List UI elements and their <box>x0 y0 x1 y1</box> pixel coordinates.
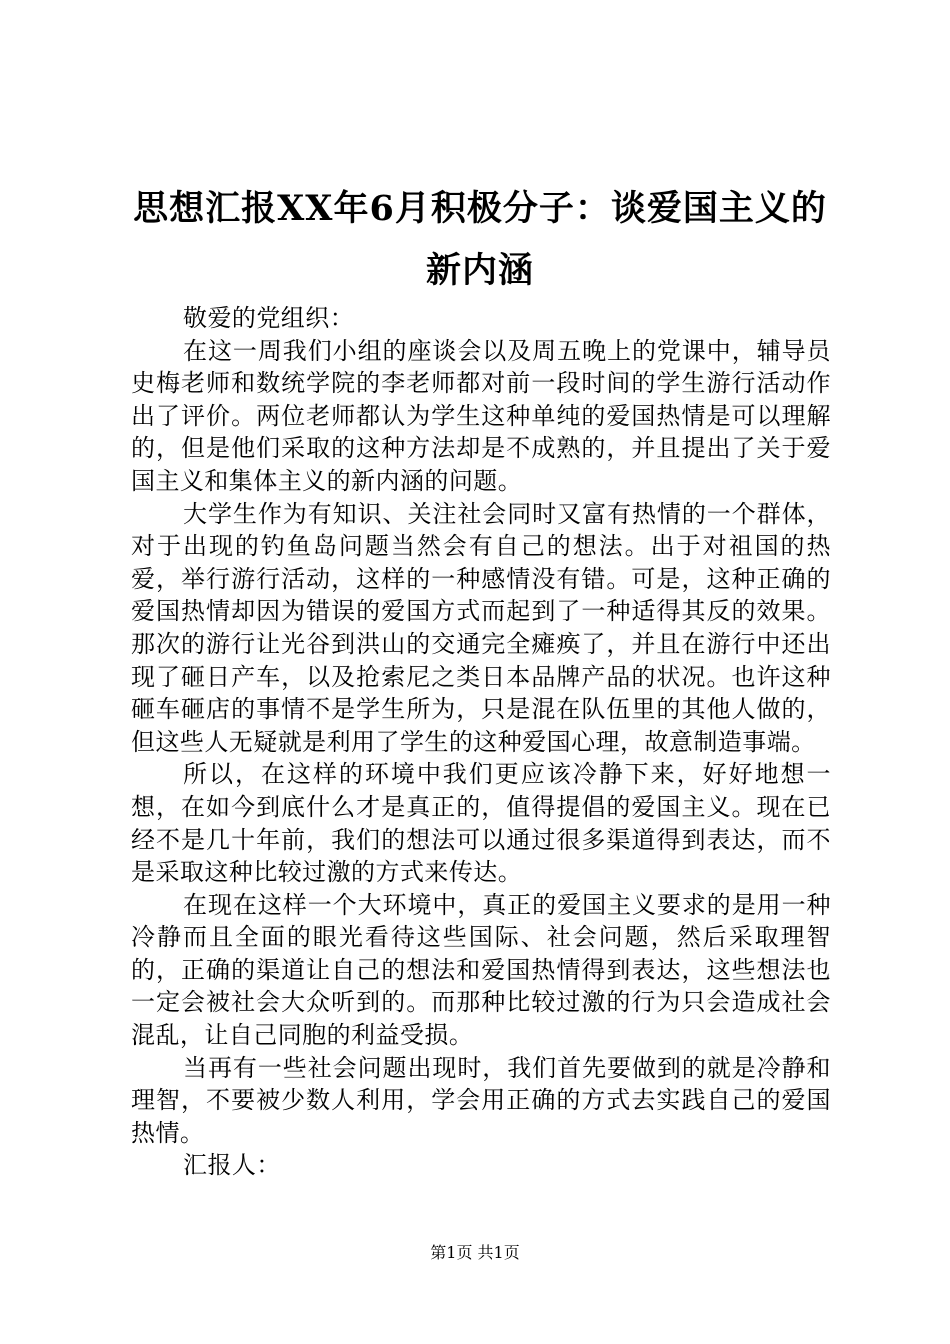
document-title: 思想汇报XX年6月积极分子：谈爱国主义的新内涵 <box>133 188 827 291</box>
paragraph-5: 当再有一些社会问题出现时，我们首先要做到的就是冷静和理智，不要被少数人利用，学会用正确的方式去实践自己的爱国热情。 <box>131 1053 831 1147</box>
paragraph-3: 所以，在这样的环境中我们更应该冷静下来，好好地想一想，在如今到底什么才是真正的，值得提倡的爱国主义。现在已经不是几十年前，我们的想法可以通过很多渠道得到表达，而不是采取这种比较过激的方式来传达。 <box>131 760 831 887</box>
paragraph-1: 在这一周我们小组的座谈会以及周五晚上的党课中，辅导员史梅老师和数统学院的李老师都对前一段时间的学生游行活动作出了评价。两位老师都认为学生这种单纯的爱国热情是可以理解的，但是他们采取的这种方法却是不成熟的，并且提出了关于爱国主义和集体主义的新内涵的问题。 <box>131 336 831 495</box>
paragraph-4: 在现在这样一个大环境中，真正的爱国主义要求的是用一种冷静而且全面的眼光看待这些国际、社会问题，然后采取理智的，正确的渠道让自己的想法和爱国热情得到表达，这些想法也一定会被社会大众听到的。而那种比较过激的行为只会造成社会混乱，让自己同胞的利益受损。 <box>131 890 831 1050</box>
paragraph-2: 大学生作为有知识、关注社会同时又富有热情的一个群体，对于出现的钓鱼岛问题当然会有自己的想法。出于对祖国的热爱，举行游行活动，这样的一种感情没有错。可是，这种正确的爱国热情却因为错误的爱国方式而起到了一种适得其反的效果。那次的游行让光谷到洪山的交通完全瘫痪了，并且在游行中还出现了砸日产车，以及抢索尼之类日本品牌产品的状况。也许这种砸车砸店的事情不是学生所为，只是混在队伍里的其他人做的，但这些人无疑就是利用了学生的这种爱国心理，故意制造事端。 <box>131 499 831 756</box>
document-body <box>131 302 831 1182</box>
reporter-signature-line: 汇报人： <box>183 1151 281 1180</box>
page-number-footer: 第1页 共1页 <box>430 1243 520 1262</box>
salutation: 敬爱的党组织： <box>183 304 355 332</box>
